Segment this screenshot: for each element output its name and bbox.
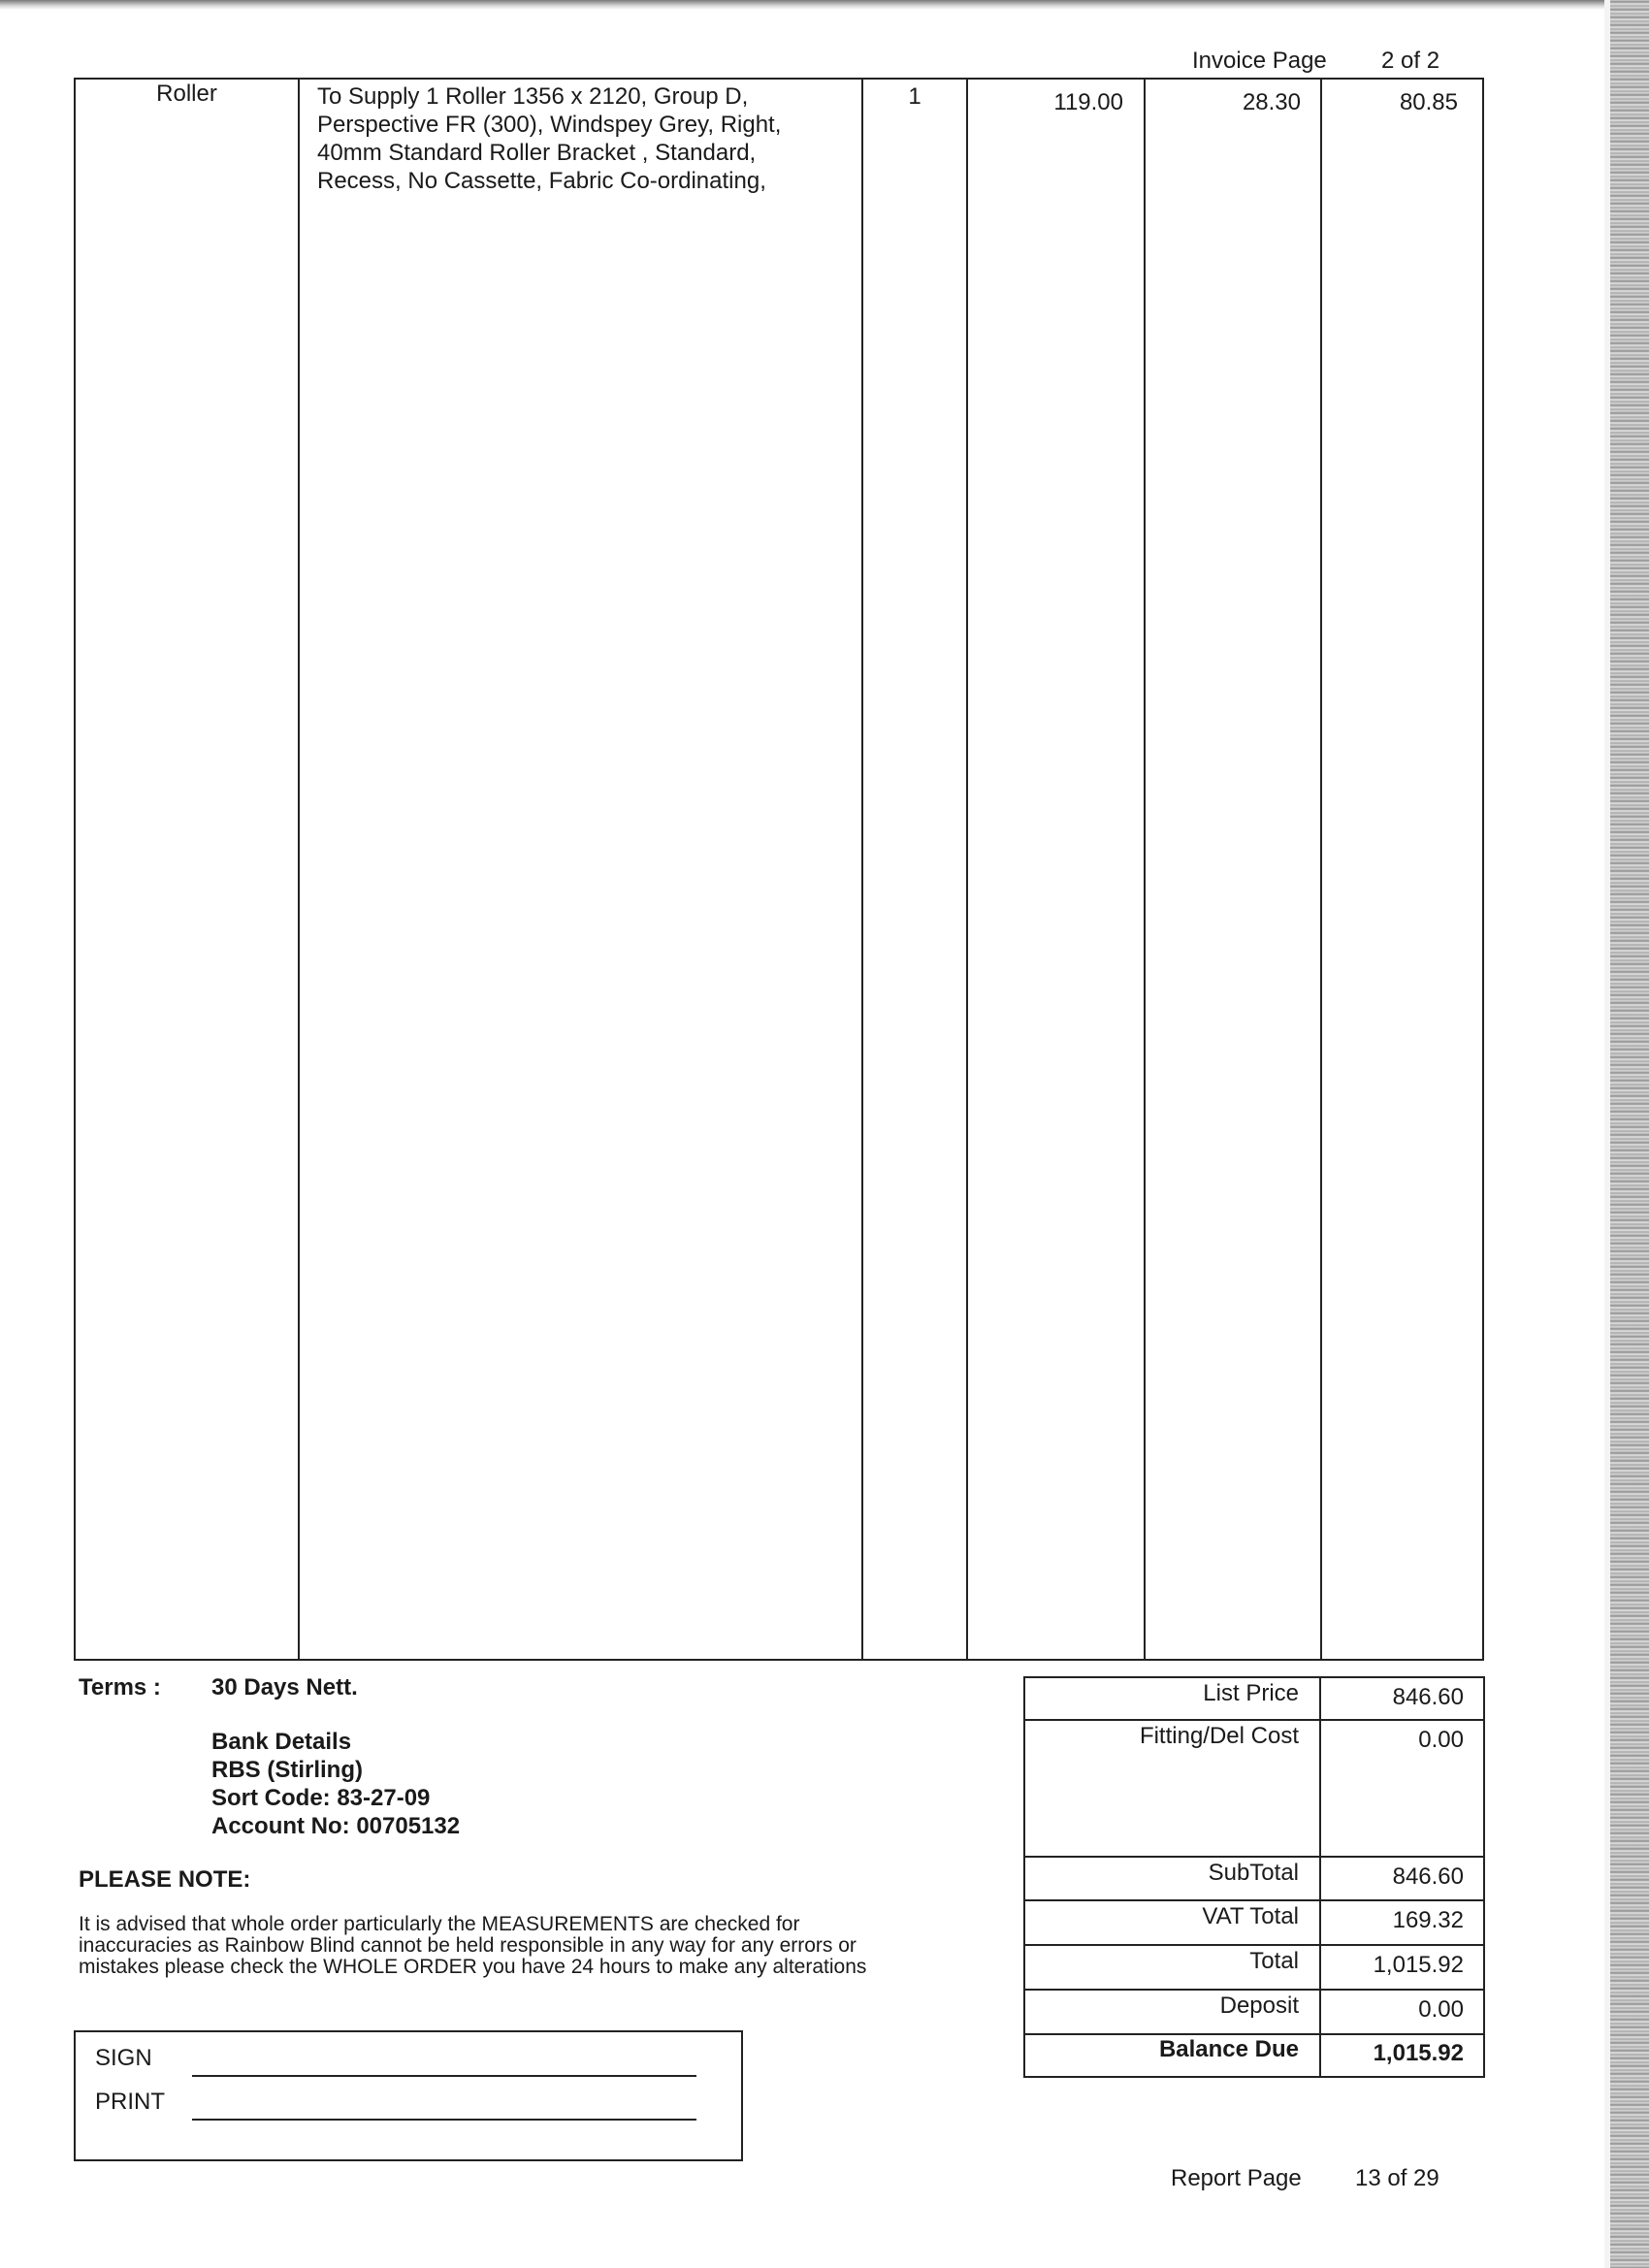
description-line: 40mm Standard Roller Bracket , Standard, — [317, 140, 757, 166]
totals-divider — [1025, 1856, 1483, 1858]
totals-divider — [1025, 1719, 1483, 1721]
scan-edge-right — [1604, 0, 1649, 2268]
note-line: inaccuracies as Rainbow Blind cannot be held responsible in any way for any errors or — [79, 1934, 857, 1957]
item-net: 80.85 — [1399, 89, 1458, 115]
description-line: To Supply 1 Roller 1356 x 2120, Group D, — [317, 83, 749, 110]
balance-due-label: Balance Due — [1158, 2036, 1299, 2062]
fitting-cost-value: 0.00 — [1418, 1727, 1464, 1753]
subtotal-label: SubTotal — [1208, 1860, 1299, 1886]
item-type: Roller — [156, 81, 217, 107]
total-label: Total — [1249, 1948, 1299, 1974]
please-note-text — [79, 1914, 866, 1978]
terms-label: Terms : — [79, 1674, 161, 1701]
totals-column-divider — [1319, 1678, 1321, 2076]
print-line[interactable] — [192, 2119, 696, 2121]
invoice-page-value: 2 of 2 — [1381, 48, 1440, 74]
report-page-label: Report Page — [1171, 2165, 1302, 2191]
balance-due-value: 1,015.92 — [1373, 2040, 1464, 2066]
list-price-label: List Price — [1203, 1680, 1299, 1706]
subtotal-value: 846.60 — [1392, 1863, 1464, 1890]
total-value: 1,015.92 — [1373, 1952, 1464, 1978]
vat-value: 169.32 — [1392, 1907, 1464, 1933]
terms-value: 30 Days Nett. — [211, 1674, 358, 1701]
column-divider — [1144, 80, 1146, 1659]
note-line: mistakes please check the WHOLE ORDER you have 24 hours to make any alterations — [79, 1956, 867, 1978]
vat-label: VAT Total — [1202, 1903, 1299, 1929]
description-line: Recess, No Cassette, Fabric Co-ordinating, — [317, 168, 766, 194]
column-divider — [298, 80, 300, 1659]
sign-label: SIGN — [95, 2045, 152, 2071]
item-qty: 1 — [908, 83, 922, 110]
item-description — [317, 82, 781, 195]
signature-box — [74, 2030, 743, 2161]
bank-name: RBS (Stirling) — [211, 1757, 363, 1783]
totals-divider — [1025, 1944, 1483, 1946]
invoice-page-label: Invoice Page — [1192, 48, 1327, 74]
item-discount: 28.30 — [1242, 89, 1301, 115]
deposit-label: Deposit — [1219, 1993, 1299, 2019]
totals-box — [1023, 1676, 1485, 2078]
column-divider — [861, 80, 863, 1659]
print-label: PRINT — [95, 2089, 165, 2115]
scan-edge-top — [0, 0, 1649, 10]
bank-details-title: Bank Details — [211, 1729, 352, 1755]
sign-line[interactable] — [192, 2075, 696, 2077]
note-line: It is advised that whole order particularly the MEASUREMENTS are checked for — [79, 1913, 800, 1935]
fitting-cost-label: Fitting/Del Cost — [1139, 1723, 1299, 1749]
account-number: Account No: 00705132 — [211, 1813, 461, 1839]
items-table — [74, 78, 1484, 1661]
sort-code: Sort Code: 83-27-09 — [211, 1785, 431, 1811]
totals-divider — [1025, 1989, 1483, 1991]
report-page-value: 13 of 29 — [1355, 2165, 1439, 2191]
column-divider — [966, 80, 968, 1659]
description-line: Perspective FR (300), Windspey Grey, Right, — [317, 112, 782, 138]
deposit-value: 0.00 — [1418, 1996, 1464, 2023]
column-divider — [1320, 80, 1322, 1659]
totals-divider — [1025, 1899, 1483, 1901]
list-price-value: 846.60 — [1392, 1684, 1464, 1710]
item-list-price: 119.00 — [1053, 89, 1123, 115]
please-note-title: PLEASE NOTE: — [79, 1866, 251, 1893]
